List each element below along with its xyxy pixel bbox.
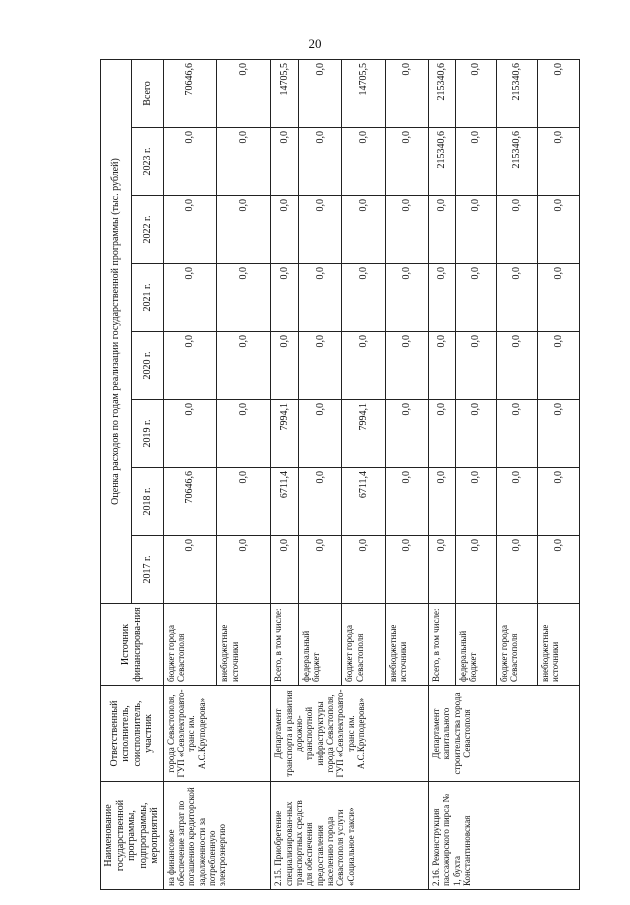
value-cell: 0,0 xyxy=(217,196,271,264)
value-cell: 0,0 xyxy=(385,128,428,196)
value-cell: 0,0 xyxy=(538,400,579,468)
value-cell: 0,0 xyxy=(496,264,537,332)
value-cell: 0,0 xyxy=(455,332,496,400)
value-cell: 0,0 xyxy=(429,468,456,536)
value-cell: 0,0 xyxy=(496,536,537,604)
value-cell: 0,0 xyxy=(217,264,271,332)
responsible-cell: Департамент транспорта и развития дорожно-транспортной инфраструктуры города Севастополя, ГУП «Севэлектроавто-транс им. А.С.Круподерова» xyxy=(271,686,429,782)
value-cell: 0,0 xyxy=(455,400,496,468)
value-cell: 0,0 xyxy=(217,468,271,536)
value-cell: 14705,5 xyxy=(342,60,385,128)
value-cell: 0,0 xyxy=(299,332,342,400)
value-cell: 0,0 xyxy=(538,536,579,604)
value-cell: 0,0 xyxy=(163,196,217,264)
value-cell: 0,0 xyxy=(455,264,496,332)
value-cell: 70646,6 xyxy=(163,468,217,536)
value-cell: 0,0 xyxy=(217,332,271,400)
table-row xyxy=(429,60,456,890)
value-cell: 0,0 xyxy=(299,196,342,264)
program-name-cell: 2.16. Реконструкция пассажирского пирса № 1, бухта Константиновская xyxy=(429,782,580,890)
value-cell: 215340,6 xyxy=(496,60,537,128)
value-cell: 0,0 xyxy=(455,196,496,264)
value-cell: 215340,6 xyxy=(429,128,456,196)
value-cell: 0,0 xyxy=(271,196,299,264)
responsible-cell: города Севастополя, ГУП «Севэлектроавто-транс им. А.С.Круподерова» xyxy=(163,686,271,782)
value-cell: 0,0 xyxy=(271,332,299,400)
value-cell: 0,0 xyxy=(342,536,385,604)
value-cell: 0,0 xyxy=(163,332,217,400)
value-cell: 0,0 xyxy=(455,468,496,536)
header-year: 2021 г. xyxy=(132,264,163,332)
header-year: 2022 г. xyxy=(132,196,163,264)
budget-table xyxy=(100,59,580,890)
source-cell: федеральный бюджет xyxy=(455,604,496,686)
value-cell: 0,0 xyxy=(429,196,456,264)
responsible-cell: Департамент капитального строительства города Севастополя xyxy=(429,686,580,782)
value-cell: 0,0 xyxy=(217,400,271,468)
value-cell: 14705,5 xyxy=(271,60,299,128)
value-cell: 70646,6 xyxy=(163,60,217,128)
value-cell: 0,0 xyxy=(299,128,342,196)
value-cell: 0,0 xyxy=(538,468,579,536)
table-row xyxy=(271,60,299,890)
header-year: 2019 г. xyxy=(132,400,163,468)
header-expense-estimate: Оценка расходов по годам реализации государственной программы (тыс. рублей) xyxy=(101,60,132,604)
value-cell: 0,0 xyxy=(538,264,579,332)
value-cell: 0,0 xyxy=(271,128,299,196)
value-cell: 0,0 xyxy=(429,332,456,400)
value-cell: 0,0 xyxy=(342,196,385,264)
value-cell: 0,0 xyxy=(496,196,537,264)
header-year: Всего xyxy=(132,60,163,128)
value-cell: 0,0 xyxy=(163,400,217,468)
value-cell: 215340,6 xyxy=(429,60,456,128)
value-cell: 215340,6 xyxy=(496,128,537,196)
value-cell: 0,0 xyxy=(342,128,385,196)
header-year: 2018 г. xyxy=(132,468,163,536)
value-cell: 0,0 xyxy=(496,332,537,400)
source-cell: внебюджетные источники xyxy=(538,604,579,686)
value-cell: 0,0 xyxy=(496,400,537,468)
value-cell: 0,0 xyxy=(455,536,496,604)
value-cell: 0,0 xyxy=(385,332,428,400)
page-number: 20 xyxy=(308,36,322,51)
source-cell: Всего, в том числе: xyxy=(271,604,299,686)
value-cell: 0,0 xyxy=(271,536,299,604)
value-cell: 0,0 xyxy=(271,264,299,332)
source-cell: внебюджетные источники xyxy=(385,604,428,686)
value-cell: 0,0 xyxy=(429,400,456,468)
value-cell: 0,0 xyxy=(538,332,579,400)
value-cell: 7994,1 xyxy=(271,400,299,468)
value-cell: 0,0 xyxy=(455,60,496,128)
value-cell: 0,0 xyxy=(299,400,342,468)
value-cell: 0,0 xyxy=(342,332,385,400)
value-cell: 0,0 xyxy=(217,128,271,196)
value-cell: 0,0 xyxy=(163,264,217,332)
header-program-name: Наименование государственной программы, подпрограммы, мероприятий xyxy=(101,782,164,890)
source-cell: бюджет города Севастополя xyxy=(163,604,217,686)
table-frame xyxy=(100,60,564,890)
value-cell: 0,0 xyxy=(217,536,271,604)
value-cell: 0,0 xyxy=(385,468,428,536)
header-responsible: Ответственный исполнитель, соисполнитель, участник xyxy=(101,686,164,782)
header-year: 2020 г. xyxy=(132,332,163,400)
value-cell: 0,0 xyxy=(538,196,579,264)
value-cell: 0,0 xyxy=(385,196,428,264)
value-cell: 0,0 xyxy=(538,128,579,196)
value-cell: 6711,4 xyxy=(342,468,385,536)
source-cell: Всего, в том числе: xyxy=(429,604,456,686)
value-cell: 0,0 xyxy=(429,536,456,604)
value-cell: 0,0 xyxy=(455,128,496,196)
value-cell: 7994,1 xyxy=(342,400,385,468)
program-name-cell: 2.15. Приобретение специализирован-ных транспортных средств для обеспечения предоставления населению города Севастополя услуги «Социальное такси» xyxy=(271,782,429,890)
value-cell: 0,0 xyxy=(299,264,342,332)
source-cell: бюджет города Севастополя xyxy=(342,604,385,686)
value-cell: 0,0 xyxy=(385,264,428,332)
header-year: 2017 г. xyxy=(132,536,163,604)
value-cell: 0,0 xyxy=(496,468,537,536)
program-name-cell: на финансовое обеспечение затрат по погашению кредиторской задолженности за потребленную электроэнергию xyxy=(163,782,271,890)
value-cell: 0,0 xyxy=(385,400,428,468)
source-cell: бюджет города Севастополя xyxy=(496,604,537,686)
source-cell: внебюджетные источники xyxy=(217,604,271,686)
source-cell: федеральный бюджет xyxy=(299,604,342,686)
value-cell: 0,0 xyxy=(299,536,342,604)
value-cell: 0,0 xyxy=(299,468,342,536)
value-cell: 0,0 xyxy=(429,264,456,332)
table-row xyxy=(163,60,217,890)
value-cell: 0,0 xyxy=(163,536,217,604)
value-cell: 0,0 xyxy=(342,264,385,332)
value-cell: 0,0 xyxy=(385,60,428,128)
value-cell: 0,0 xyxy=(299,60,342,128)
value-cell: 0,0 xyxy=(538,60,579,128)
value-cell: 6711,4 xyxy=(271,468,299,536)
value-cell: 0,0 xyxy=(163,128,217,196)
value-cell: 0,0 xyxy=(217,60,271,128)
header-year: 2023 г. xyxy=(132,128,163,196)
value-cell: 0,0 xyxy=(385,536,428,604)
header-source: Источник финансирова-ния xyxy=(101,604,164,686)
